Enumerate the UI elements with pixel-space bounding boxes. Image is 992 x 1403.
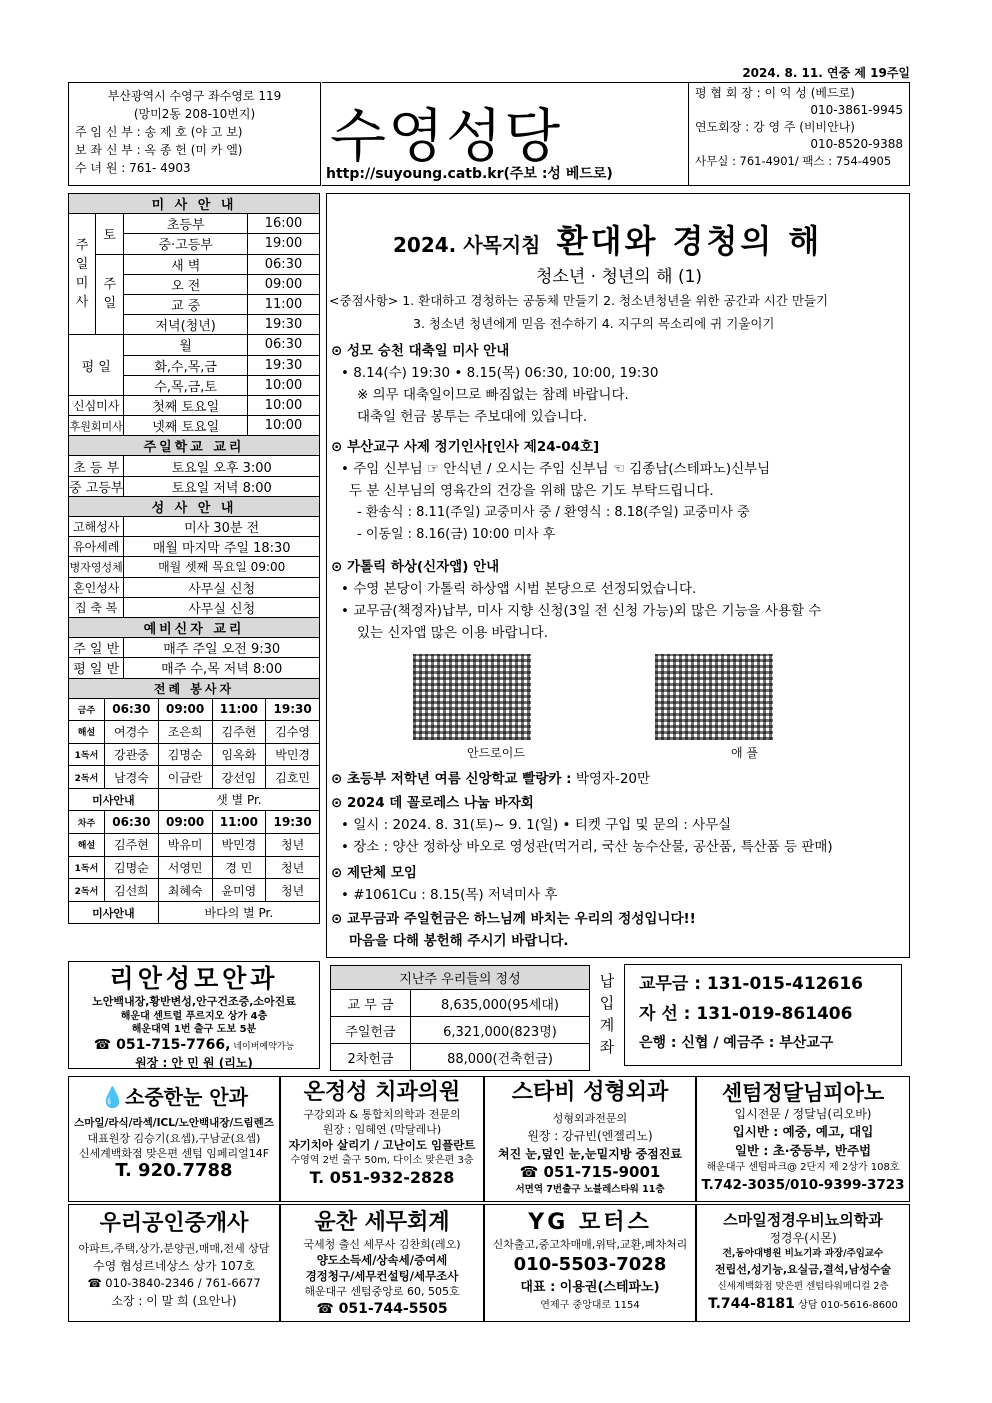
sacrament-value: 매월 마지막 주일 18:30 <box>124 537 320 557</box>
ad-phone: ☎ 051-715-9001 <box>519 1163 661 1181</box>
ad-line: 원장 : 임혜연 (막달레나) <box>322 1123 442 1136</box>
server-time: 19:30 <box>266 698 320 721</box>
notice-priest-transfer <box>331 436 770 546</box>
school-value: 토요일 저녁 8:00 <box>124 476 320 496</box>
server-name: 박민경 <box>266 743 320 766</box>
server-name: 조은희 <box>158 721 212 744</box>
ad-phone: T.742-3035/010-9399-3723 <box>701 1177 905 1193</box>
focus-line-2: 3. 청소년 청년에게 믿음 전수하기 4. 지구의 목소리에 귀 기울이기 <box>413 316 775 331</box>
left-column <box>68 193 320 924</box>
server-time: 11:00 <box>212 811 266 834</box>
server-name: 김명순 <box>158 743 212 766</box>
sacrament-value: 사무실 신청 <box>124 597 320 617</box>
ad-name: 리안성모안과 <box>109 964 279 993</box>
server-time: 06:30 <box>105 698 159 721</box>
server-name: 청년 <box>266 834 320 857</box>
ad-name: 우리공인중개사 <box>99 1210 249 1236</box>
ad-line: 구강외과 & 통합치의학과 전문의 <box>303 1108 461 1121</box>
sunday-label: 주일 <box>95 254 124 335</box>
notices-panel <box>326 193 910 958</box>
notice-title: ⊙ 가톨릭 하상(신자앱) 안내 <box>331 559 500 575</box>
guide-value: 바다의 별 Pr. <box>158 901 319 924</box>
ad-phone: T. 920.7788 <box>115 1160 233 1181</box>
notice-line: • 수영 본당이 가톨릭 하상앱 시범 본당으로 선정되었습니다. <box>341 581 697 597</box>
ad-line: 해운대구 센텀파크@ 2단지 제 2상가 108호 <box>706 1162 900 1173</box>
ad-uri-realty[interactable] <box>68 1204 280 1322</box>
notice-value: 박영자-20만 <box>571 771 651 787</box>
address-line: 부산광역시 수영구 좌수영로 119 <box>107 89 282 103</box>
mass-title: 미 사 안 내 <box>69 194 320 214</box>
mass-time: 19:30 <box>248 315 320 335</box>
ad-line: 대표 : 이용권(스테파노) <box>520 1280 660 1295</box>
offering-value: 8,635,000(95세대) <box>411 990 590 1017</box>
ad-line: 수영역 2번 출구 50m, 다이소 맞은편 3층 <box>290 1155 474 1166</box>
mass-time: 10:00 <box>248 395 320 415</box>
catechumen-title: 예비신자 교리 <box>69 617 320 637</box>
server-role: 2독서 <box>69 766 105 789</box>
server-name: 남경숙 <box>105 766 159 789</box>
notice-line: ※ 의무 대축일이므로 빠짐없는 참례 바랍니다. <box>357 387 629 403</box>
ad-phone: 010-5503-7028 <box>513 1254 667 1275</box>
notice-line: 대축일 헌금 봉투는 주보대에 있습니다. <box>357 409 588 425</box>
guide-label: 미사안내 <box>69 901 159 924</box>
ad-line: 경정청구/세무컨설팅/세무조사 <box>305 1269 459 1283</box>
notice-assumption <box>331 340 658 428</box>
offering-table <box>330 965 590 1071</box>
ad-centum-piano[interactable] <box>696 1076 910 1202</box>
sacrament-label: 유아세례 <box>69 537 124 557</box>
server-name: 여경수 <box>105 721 159 744</box>
server-name: 이금란 <box>158 766 212 789</box>
sacrament-label: 고해성사 <box>69 517 124 537</box>
server-role: 1독서 <box>69 743 105 766</box>
ad-line: 자기치아 살리기 / 고난이도 임플란트 <box>288 1138 476 1152</box>
notice-bazaar <box>331 792 833 858</box>
sacrament-label: 혼인성사 <box>69 577 124 597</box>
mass-time: 06:30 <box>248 335 320 355</box>
notice-title: ⊙ 초등부 저학년 여름 신앙학교 빨랑카 : <box>331 771 572 787</box>
ad-name: 온정성 치과의원 <box>303 1080 461 1105</box>
mass-time: 10:00 <box>248 375 320 395</box>
account-number: 131-019-861406 <box>696 1004 853 1024</box>
ad-onjeongseong-dental[interactable] <box>280 1076 484 1202</box>
mass-name: 월 <box>124 335 248 355</box>
server-time: 09:00 <box>158 811 212 834</box>
notice-summer-school <box>331 768 650 790</box>
ad-phone: T. 051-932-2828 <box>309 1168 455 1187</box>
mass-time: 19:30 <box>248 355 320 375</box>
week-label: 차주 <box>69 811 105 834</box>
ad-line: 쳐진 눈,덮인 눈,눈밑지방 중점진료 <box>498 1147 682 1161</box>
church-logo: 수영성당 <box>330 102 563 170</box>
ad-line: 원장 : 강규빈(엔젤리노) <box>527 1129 653 1143</box>
notice-line: - 이동일 : 8.16(금) 10:00 미사 후 <box>357 527 556 542</box>
server-name: 서영민 <box>158 856 212 879</box>
focus-label: <중점사항> <box>329 293 399 308</box>
week-label: 금주 <box>69 698 105 721</box>
notice-app <box>331 556 821 644</box>
ad-line: 전립선,성기능,요실금,결석,남성수술 <box>714 1263 892 1276</box>
server-time: 06:30 <box>105 811 159 834</box>
mass-time: 09:00 <box>248 274 320 294</box>
ad-line: 해운대역 1번 출구 도보 5분 <box>131 1024 257 1035</box>
server-time: 11:00 <box>212 698 266 721</box>
ad-line: 원장 : 안 민 원 (리노) <box>135 1056 253 1070</box>
ad-phone: ☎ 051-715-7766, <box>93 1037 231 1053</box>
special-mass-label: 신심미사 <box>69 395 124 415</box>
mass-time: 06:30 <box>248 254 320 274</box>
servers-title: 전례 봉사자 <box>69 678 320 698</box>
mass-name: 중·고등부 <box>124 234 248 254</box>
server-name: 김주현 <box>212 721 266 744</box>
sister-line: 수 녀 원 : 761- 4903 <box>75 161 191 175</box>
drop-icon: 💧 <box>100 1085 125 1109</box>
sacrament-label: 집 축 복 <box>69 597 124 617</box>
ad-line: 정경우(시몬) <box>769 1231 837 1245</box>
mass-name: 교 중 <box>124 294 248 314</box>
ad-line: 연제구 중앙대로 1154 <box>540 1300 640 1311</box>
offering-value: 88,000(건축헌금) <box>411 1044 590 1071</box>
ad-line: 서면역 7번출구 노블레스타워 11층 <box>515 1184 665 1195</box>
sacrament-value: 매월 셋째 목요일 09:00 <box>124 557 320 577</box>
weekday-label: 평 일 <box>69 335 124 396</box>
ad-line: 입시전문 / 정달님(리오바) <box>734 1107 872 1121</box>
account-label <box>596 964 618 1066</box>
ad-line: 해운대구 센텀중앙로 60, 505호 <box>304 1285 460 1298</box>
ad-line: 양도소득세/상속세/증여세 <box>316 1253 448 1267</box>
church-info-box <box>68 82 321 186</box>
mass-name: 첫째 토요일 <box>124 395 248 415</box>
ad-line: 입시반 : 예중, 예고, 대입 <box>732 1124 874 1139</box>
account-name: 자 선 <box>639 1004 678 1024</box>
school-value: 토요일 오후 3:00 <box>124 456 320 476</box>
liturgy-servers-table <box>68 678 320 925</box>
saturday-label: 토 <box>95 214 124 254</box>
catechumen-value: 매주 주일 오전 9:30 <box>124 638 320 658</box>
server-role: 1독서 <box>69 856 105 879</box>
account-label-text: 납입계좌 <box>599 972 615 1056</box>
mass-time: 11:00 <box>248 294 320 314</box>
server-role: 해설 <box>69 721 105 744</box>
server-name: 청년 <box>266 879 320 902</box>
notice-title: ⊙ 부산교구 사제 정기인사[인사 제24-04호] <box>331 439 600 455</box>
qr-label-android: 안드로이드 <box>467 746 525 760</box>
ad-name: 스마일정경우비뇨의학과 <box>723 1211 883 1229</box>
church-logo-area <box>322 82 688 186</box>
server-name: 박민경 <box>212 834 266 857</box>
server-name: 김호민 <box>266 766 320 789</box>
catechumen-label: 주 일 반 <box>69 638 124 658</box>
mass-time: 10:00 <box>248 416 320 436</box>
ad-line: 전,동아대병원 비뇨기과 과장/주임교수 <box>722 1248 884 1259</box>
ad-line: 노안백내장,황반변성,안구건조증,소아진료 <box>92 995 296 1008</box>
ad-yg-motors[interactable] <box>484 1204 696 1322</box>
ad-smile-urology[interactable] <box>696 1204 910 1322</box>
server-name: 강관중 <box>105 743 159 766</box>
server-name: 최혜숙 <box>158 879 212 902</box>
qr-label-apple: 애 플 <box>731 746 758 760</box>
office-contact: 사무실 : 761-4901/ 팩스 : 754-4905 <box>695 154 892 168</box>
mass-schedule-table <box>68 193 320 679</box>
guideline-headline: 환대와 경청의 해 <box>556 222 823 260</box>
council-president: 평 협 회 장 : 이 익 성 (베드로) <box>695 86 855 100</box>
ad-name: 스타비 성형외과 <box>511 1080 669 1105</box>
notice-line: • 8.14(수) 19:30 • 8.15(목) 06:30, 10:00, 19:30 <box>341 365 659 381</box>
server-name: 강선임 <box>212 766 266 789</box>
notice-title: ⊙ 제단체 모임 <box>331 865 417 881</box>
account-name: 교무금 <box>639 974 689 994</box>
website-url[interactable]: http://suyoung.catb.kr(주보 :성 베드로) <box>326 166 613 182</box>
ad-phone: T.744-8181 <box>708 1296 795 1312</box>
school-label: 중 고등부 <box>69 476 124 496</box>
ad-name: 윤찬 세무회계 <box>314 1210 450 1235</box>
mass-name: 저녁(청년) <box>124 315 248 335</box>
server-name: 김수영 <box>266 721 320 744</box>
account-box: 교무금 : 131-015-412616 자 선 : 131-019-861406 은행 : 신협 / 예금주 : 부산교구 <box>624 964 902 1066</box>
ad-sojung-eye-clinic[interactable] <box>68 1076 280 1202</box>
offering-value: 6,321,000(823명) <box>411 1017 590 1044</box>
notice-line: • 주임 신부님 ☞ 안식년 / 오시는 주임 신부님 ☜ 김종남(스테파노)신부님 <box>341 461 771 477</box>
council-info-box <box>688 82 910 186</box>
server-name: 김명순 <box>105 856 159 879</box>
notice-title: ⊙ 2024 데 꼴로레스 나눔 바자회 <box>331 795 534 811</box>
ad-line: 해운대 센트럴 푸르지오 상가 4층 <box>120 1011 268 1022</box>
catechumen-value: 매주 수,목 저녁 8:00 <box>124 658 320 678</box>
mass-time: 19:00 <box>248 234 320 254</box>
android-qr-code[interactable] <box>413 654 531 740</box>
sacrament-label: 병자영성체 <box>69 557 124 577</box>
youth-president: 연도회장 : 강 영 주 (비비안나) <box>695 120 855 134</box>
notice-line: 있는 신자앱 많은 이용 바랍니다. <box>357 625 548 641</box>
sacrament-title: 성 사 안 내 <box>69 496 320 516</box>
ad-name: 💧소중한눈 안과 <box>100 1085 248 1109</box>
mass-name: 초등부 <box>124 214 248 234</box>
mass-name: 오 전 <box>124 274 248 294</box>
youth-phone: 010-8520-9388 <box>810 137 903 151</box>
server-name: 청년 <box>266 856 320 879</box>
ad-line: 아파트,주택,상가,분양권,매매,전세 상담 <box>78 1242 270 1255</box>
mass-name: 화,수,목,금 <box>124 355 248 375</box>
notice-line: 마음을 다해 봉헌해 주시기 바랍니다. <box>349 933 569 949</box>
server-name: 경 민 <box>212 856 266 879</box>
server-name: 김선희 <box>105 879 159 902</box>
sacrament-value: 미사 30분 전 <box>124 517 320 537</box>
server-role: 2독서 <box>69 879 105 902</box>
notice-line: 두 분 신부님의 영육간의 건강을 위해 많은 기도 부탁드립니다. <box>349 483 714 499</box>
assistant-line: 보 좌 신 부 : 옥 종 헌 (미 카 엘) <box>75 143 243 157</box>
server-name: 박유미 <box>158 834 212 857</box>
server-role: 해설 <box>69 834 105 857</box>
ad-line: 성형외과전문의 <box>552 1112 628 1125</box>
notice-groups <box>331 862 557 906</box>
offering-label: 교 무 금 <box>331 990 411 1017</box>
focus-items-1: 1. 환대하고 경청하는 공동체 만들기 2. 청소년청년을 위한 공간과 시간 만들기 <box>402 293 829 308</box>
offering-label: 2차헌금 <box>331 1044 411 1071</box>
guide-value: 샛 별 Pr. <box>158 788 319 811</box>
ad-phone: ☎ 051-744-5505 <box>316 1301 448 1317</box>
ad-lian-eye-clinic[interactable] <box>68 961 320 1069</box>
ad-line: 수영 협성르네상스 상가 107호 <box>93 1259 255 1273</box>
ad-line: 대표원장 김승기(요셉),구남균(요셉) <box>87 1132 261 1145</box>
mass-time: 16:00 <box>248 214 320 234</box>
offering-title: 지난주 우리들의 정성 <box>331 966 590 990</box>
notice-title: ⊙ 교무금과 주일헌금은 하느님께 바치는 우리의 정성입니다!! <box>331 911 696 927</box>
pastoral-guideline <box>393 216 822 262</box>
ad-phone-note: 상담 010-5616-8600 <box>794 1300 898 1311</box>
ad-line: 소장 : 이 말 희 (요안나) <box>111 1294 237 1308</box>
account-number: 131-015-412616 <box>706 974 863 994</box>
bulletin-date: 2024. 8. 11. 연중 제 19주일 <box>742 66 910 80</box>
focus-line-1 <box>329 291 828 309</box>
ad-line: 스마일/라식/라섹/ICL/노안백내장/드림렌즈 <box>74 1117 274 1129</box>
ad-phone: ☎ 010-3840-2346 / 761-6677 <box>87 1276 261 1290</box>
notice-line: - 환송식 : 8.11(주일) 교중미사 중 / 환영식 : 8.18(주일) 교중미사 중 <box>357 505 750 520</box>
notice-line: • 일시 : 2024. 8. 31(토)~ 9. 1(일) • 티켓 구입 및 문의 : 사무실 <box>341 817 732 833</box>
school-title: 주일학교 교리 <box>69 436 320 456</box>
ad-line: 국세청 출신 세무사 김찬희(레오) <box>303 1238 461 1251</box>
offering-label: 주일헌금 <box>331 1017 411 1044</box>
address-line-2: (망미2동 208-10번지) <box>133 107 256 121</box>
school-label: 초 등 부 <box>69 456 124 476</box>
ad-yoonchan-tax[interactable] <box>280 1204 484 1322</box>
ad-name: YG 모터스 <box>528 1210 652 1235</box>
pastor-line: 주 임 신 부 : 송 제 호 (야 고 보) <box>75 125 243 139</box>
sunday-mass-label: 주일미사 <box>69 214 96 335</box>
server-time: 09:00 <box>158 698 212 721</box>
ad-line: 신차출고,중고차매매,위탁,교환,폐차처리 <box>492 1238 688 1251</box>
ad-line: 신세계백화점 맞은편 센텀 임페리얼14F <box>78 1147 270 1160</box>
bank-info: 은행 : 신협 / 예금주 : 부산교구 <box>639 1035 834 1051</box>
notice-line: • #1061Cu : 8.15(목) 저녁미사 후 <box>341 887 558 903</box>
mass-name: 새 벽 <box>124 254 248 274</box>
sacrament-value: 사무실 신청 <box>124 577 320 597</box>
ad-line: 신세계백화점 맞은편 센텀타워메디컬 2층 <box>717 1281 889 1292</box>
ad-starbi-plastic-surgery[interactable] <box>484 1076 696 1202</box>
notice-line: • 장소 : 양산 정하상 바오로 영성관(먹거리, 국산 농수산물, 공산품, 특산품 등 판매) <box>341 839 833 855</box>
notice-title: ⊙ 성모 승천 대축일 미사 안내 <box>331 343 510 359</box>
guideline-year: 2024. 사목지침 <box>393 233 541 257</box>
ad-phone-note: 네이버예약가능 <box>230 1042 295 1052</box>
special-mass-label: 후원회미사 <box>69 416 124 436</box>
ad-name: 센텀정달님피아노 <box>721 1081 885 1105</box>
notice-line: • 교무금(책정자)납부, 미사 지향 신청(3일 전 신청 가능)외 많은 기능을 사용할 수 <box>341 603 822 619</box>
guideline-subtitle: 청소년 · 청년의 해 (1) <box>535 267 703 287</box>
apple-qr-code[interactable] <box>655 654 773 740</box>
catechumen-label: 평 일 반 <box>69 658 124 678</box>
mass-name: 넷째 토요일 <box>124 416 248 436</box>
ad-line: 일반 : 초·중등부, 반주법 <box>734 1143 872 1158</box>
server-name: 김주현 <box>105 834 159 857</box>
guide-label: 미사안내 <box>69 788 159 811</box>
server-name: 임옥화 <box>212 743 266 766</box>
mass-name: 수,목,금,토 <box>124 375 248 395</box>
server-name: 윤미영 <box>212 879 266 902</box>
notice-offering <box>331 908 696 952</box>
server-time: 19:30 <box>266 811 320 834</box>
council-phone: 010-3861-9945 <box>810 103 903 117</box>
